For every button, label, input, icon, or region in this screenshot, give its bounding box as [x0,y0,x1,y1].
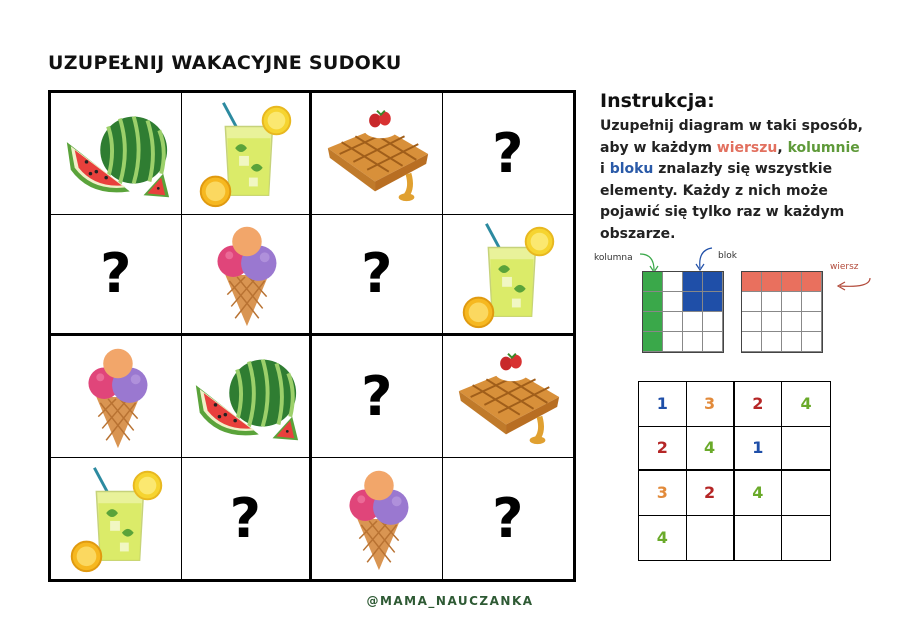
ice-cream-icon [318,462,436,574]
mini-cell [703,332,723,352]
mini-cell [802,332,822,352]
mini-cell [663,312,683,332]
sudoku-cell[interactable] [182,458,313,580]
number-cell: 3 [639,471,687,516]
mini-cell [802,292,822,312]
empty-number-cell[interactable] [782,427,830,472]
number-cell: 3 [687,382,735,427]
empty-number-cell[interactable] [687,516,735,561]
number-cell: 1 [735,427,783,472]
mini-cell [802,312,822,332]
empty-number-cell[interactable] [735,516,783,561]
word-column: kolumnie [787,139,860,156]
sudoku-cell [182,215,313,337]
ice-cream-icon [186,218,304,330]
watermelon-icon [57,97,175,209]
mini-cell [762,292,782,312]
sudoku-cell [182,336,313,458]
mini-cell [703,292,723,312]
mini-cell [643,332,663,352]
sudoku-grid [48,90,576,582]
number-cell: 4 [687,427,735,472]
mini-cell [683,272,703,292]
mini-cell [782,332,802,352]
diagram-arrows [580,240,880,300]
instructions-comma: , [777,139,788,156]
diagram-column-block [642,271,724,353]
instructions-line3-post: znalazły się wszystkie elementy. Każdy z nich może pojawić się tylko raz w każdym obszarze. [600,161,845,242]
question-mark: ? [229,486,261,550]
waffle-icon [318,97,436,209]
sudoku-cell [312,458,443,580]
sudoku-cell[interactable] [51,215,182,337]
sudoku-cell [51,336,182,458]
page-title: UZUPEŁNIJ WAKACYJNE SUDOKU [48,52,402,74]
mini-cell [742,272,762,292]
number-cell: 4 [639,516,687,561]
footer-handle: @MAMA_NAUCZANKA [366,594,534,608]
lemonade-icon [186,97,304,209]
mini-cell [762,312,782,332]
mini-cell [782,292,802,312]
word-block: bloku [609,161,654,177]
label-row: wiersz [830,262,859,272]
sudoku-cell [51,458,182,580]
mini-cell [703,272,723,292]
question-mark: ? [492,121,524,185]
word-row: wierszu [716,139,778,156]
mini-cell [782,272,802,292]
sudoku-cell [312,93,443,215]
label-block: blok [718,251,737,261]
empty-number-cell[interactable] [782,471,830,516]
question-mark: ? [361,242,393,306]
sudoku-cell[interactable] [443,93,574,215]
question-mark: ? [492,486,524,550]
question-mark: ? [361,364,393,428]
mini-cell [762,272,782,292]
empty-number-cell[interactable] [782,516,830,561]
lemonade-icon [449,218,567,330]
mini-cell [643,292,663,312]
instructions-heading: Instrukcja: [600,90,715,112]
mini-cell [663,272,683,292]
number-cell: 4 [735,471,783,516]
mini-cell [643,272,663,292]
number-cell: 1 [639,382,687,427]
mini-cell [683,312,703,332]
ice-cream-icon [57,340,175,452]
mini-cell [643,312,663,332]
number-cell: 2 [639,427,687,472]
column-arrow [640,254,654,270]
lemonade-icon [57,462,175,574]
question-mark: ? [100,242,132,306]
mini-cell [663,332,683,352]
label-column: kolumna [594,253,633,263]
instructions-line2: aby w każdym [600,139,717,156]
mini-cell [802,272,822,292]
sudoku-cell [443,336,574,458]
watermelon-icon [186,340,304,452]
sudoku-cell[interactable] [312,215,443,337]
sudoku-cell[interactable] [312,336,443,458]
mini-cell [663,292,683,312]
mini-cell [742,332,762,352]
number-sudoku-grid [638,381,831,561]
sudoku-cell [51,93,182,215]
block-arrow [700,248,712,268]
instructions-text [600,116,865,245]
instructions-line1: Uzupełnij diagram w taki sposób, [600,118,863,134]
sudoku-cell [443,215,574,337]
number-cell: 2 [687,471,735,516]
mini-cell [742,292,762,312]
number-cell: 2 [735,382,783,427]
mini-cell [742,312,762,332]
mini-cell [762,332,782,352]
mini-cell [782,312,802,332]
mini-cell [703,312,723,332]
sudoku-cell [182,93,313,215]
sudoku-cell[interactable] [443,458,574,580]
mini-cell [683,332,703,352]
waffle-icon [449,340,567,452]
instructions-line3-pre: i [600,161,610,177]
number-cell: 4 [782,382,830,427]
mini-cell [683,292,703,312]
diagram-row [741,271,823,353]
